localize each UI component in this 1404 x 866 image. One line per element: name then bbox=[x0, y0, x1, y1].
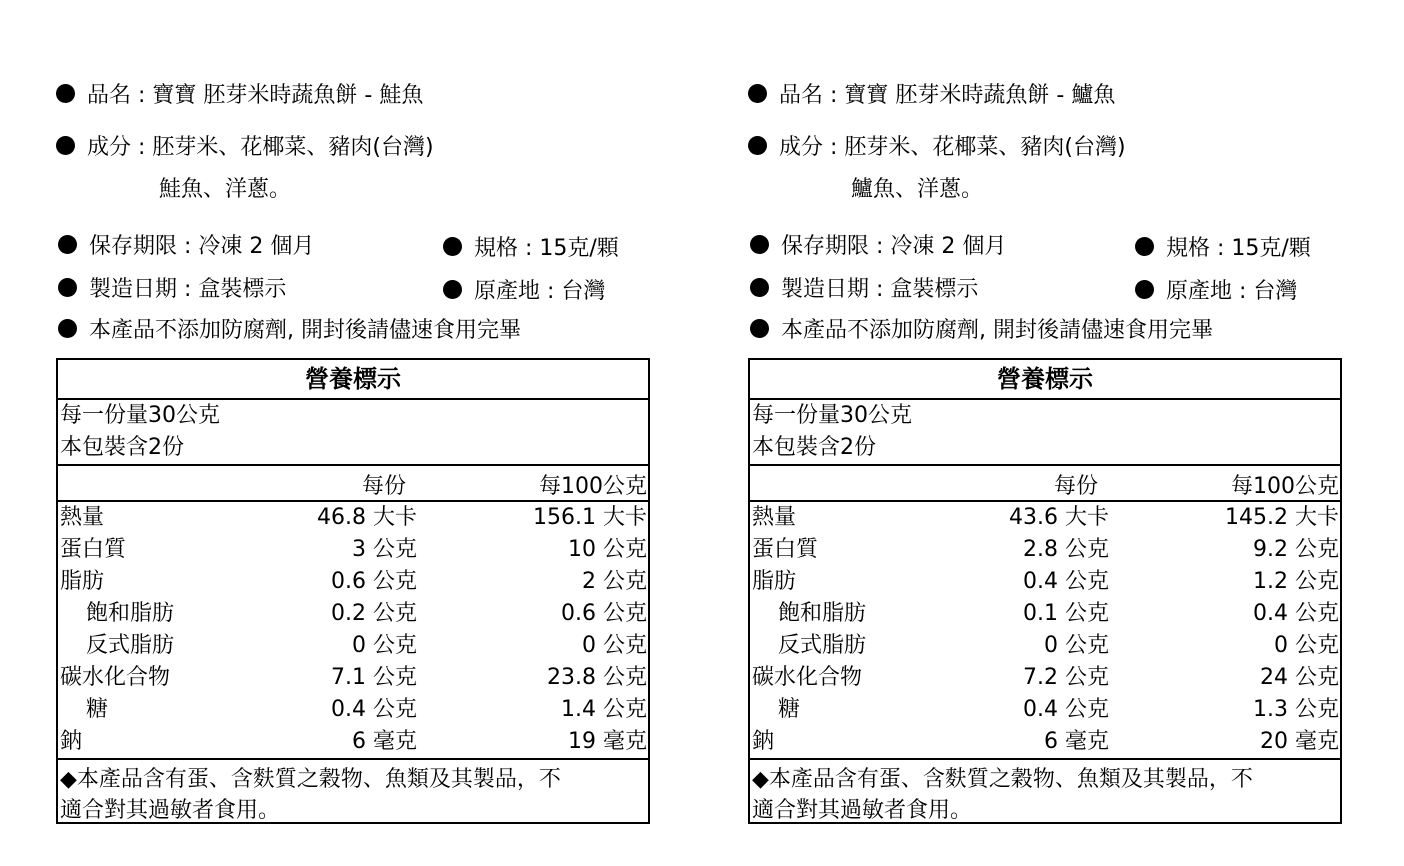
preservative-note: 本產品不添加防腐劑, 開封後請儘速食用完畢 bbox=[781, 318, 1213, 343]
nutrient-row-carbohydrate bbox=[58, 662, 648, 694]
allergy-warning bbox=[58, 760, 648, 826]
nutrition-title: 營養標示 bbox=[750, 360, 1340, 400]
per-serving-value: 0.4 公克 bbox=[331, 697, 417, 722]
per-100g-value: 20 毫克 bbox=[1260, 729, 1339, 754]
bullet-icon bbox=[1135, 280, 1154, 299]
per-100g-value: 0 公克 bbox=[582, 633, 647, 658]
bullet-icon bbox=[750, 235, 769, 254]
nutrient-name: 脂肪 bbox=[752, 569, 797, 594]
serving-info bbox=[750, 400, 1340, 466]
servings-per-pack: 本包裝含2份 bbox=[752, 435, 876, 460]
servings-per-pack: 本包裝含2份 bbox=[60, 435, 184, 460]
nutrient-name: 飽和脂肪 bbox=[86, 601, 175, 626]
bullet-icon bbox=[58, 319, 77, 338]
allergy-line2: 適合對其過敏者食用。 bbox=[60, 798, 281, 823]
product-label-sea-bass bbox=[692, 0, 1339, 866]
bullet-icon bbox=[748, 136, 767, 155]
bullet-icon bbox=[748, 84, 767, 103]
nutrient-name: 反式脂肪 bbox=[86, 633, 175, 658]
nutrient-row-energy bbox=[58, 502, 648, 534]
nutrient-row-trans-fat bbox=[750, 630, 1340, 662]
per-serving-value: 3 公克 bbox=[352, 537, 417, 562]
shelf-life: 保存期限 : 冷凍 2 個月 bbox=[781, 234, 1007, 259]
nutrient-row-trans-fat bbox=[58, 630, 648, 662]
nutrient-row-protein bbox=[58, 534, 648, 566]
column-headers bbox=[750, 466, 1340, 502]
per-100g-value: 0.6 公克 bbox=[561, 601, 647, 626]
ingredients-continuation bbox=[56, 172, 291, 203]
origin-line bbox=[443, 274, 605, 305]
bullet-icon bbox=[58, 235, 77, 254]
per-serving-value: 0.2 公克 bbox=[331, 601, 417, 626]
col-per-100g: 每100公克 bbox=[539, 474, 647, 499]
spec-line bbox=[1135, 231, 1311, 262]
nutrient-row-sodium bbox=[750, 726, 1340, 758]
nutrient-row-saturated-fat bbox=[58, 598, 648, 630]
origin-line bbox=[1135, 274, 1297, 305]
nutrient-name: 熱量 bbox=[752, 505, 797, 530]
product-name-line bbox=[748, 78, 1115, 109]
nutrient-name: 蛋白質 bbox=[752, 537, 819, 562]
allergy-line2: 適合對其過敏者食用。 bbox=[752, 798, 973, 823]
mfg-date-line bbox=[750, 272, 978, 303]
per-serving-value: 0.6 公克 bbox=[331, 569, 417, 594]
serving-size: 每一份量30公克 bbox=[752, 403, 912, 428]
shelf-life-line bbox=[750, 229, 1006, 260]
per-100g-value: 0 公克 bbox=[1274, 633, 1339, 658]
serving-size: 每一份量30公克 bbox=[60, 403, 220, 428]
nutrient-row-sodium bbox=[58, 726, 648, 758]
per-100g-value: 145.2 大卡 bbox=[1225, 505, 1339, 530]
nutrient-name: 熱量 bbox=[60, 505, 105, 530]
col-per-100g: 每100公克 bbox=[1231, 474, 1339, 499]
product-name: 品名 : 寶寶 胚芽米時蔬魚餅 - 鮭魚 bbox=[87, 83, 424, 108]
nutrient-name: 蛋白質 bbox=[60, 537, 127, 562]
nutrient-rows bbox=[58, 502, 648, 760]
nutrient-row-saturated-fat bbox=[750, 598, 1340, 630]
per-serving-value: 0.1 公克 bbox=[1023, 601, 1109, 626]
nutrient-row-sugar bbox=[58, 694, 648, 726]
per-100g-value: 0.4 公克 bbox=[1253, 601, 1339, 626]
nutrition-title: 營養標示 bbox=[58, 360, 648, 400]
per-serving-value: 6 毫克 bbox=[1044, 729, 1109, 754]
per-serving-value: 2.8 公克 bbox=[1023, 537, 1109, 562]
per-100g-value: 24 公克 bbox=[1260, 665, 1339, 690]
per-serving-value: 46.8 大卡 bbox=[317, 505, 417, 530]
product-name: 品名 : 寶寶 胚芽米時蔬魚餅 - 鱸魚 bbox=[779, 83, 1116, 108]
bullet-icon bbox=[56, 136, 75, 155]
nutrient-name: 脂肪 bbox=[60, 569, 105, 594]
shelf-life-line bbox=[58, 229, 314, 260]
spec-line bbox=[443, 231, 619, 262]
per-100g-value: 23.8 公克 bbox=[547, 665, 647, 690]
nutrient-name: 碳水化合物 bbox=[752, 665, 863, 690]
per-serving-value: 7.1 公克 bbox=[331, 665, 417, 690]
nutrition-table bbox=[56, 358, 650, 824]
ingredients-continuation bbox=[748, 172, 983, 203]
nutrient-row-energy bbox=[750, 502, 1340, 534]
col-per-serving: 每份 bbox=[1054, 474, 1099, 499]
origin: 原產地 : 台灣 bbox=[474, 279, 606, 304]
product-label-salmon bbox=[0, 0, 647, 866]
nutrient-name: 糖 bbox=[86, 697, 109, 722]
ingredients-line bbox=[56, 130, 434, 161]
ingredients-line bbox=[748, 130, 1126, 161]
preservative-note: 本產品不添加防腐劑, 開封後請儘速食用完畢 bbox=[89, 318, 521, 343]
nutrient-row-fat bbox=[750, 566, 1340, 598]
per-100g-value: 1.4 公克 bbox=[561, 697, 647, 722]
spec: 規格 : 15克/顆 bbox=[1166, 236, 1311, 261]
per-100g-value: 1.2 公克 bbox=[1253, 569, 1339, 594]
nutrient-row-sugar bbox=[750, 694, 1340, 726]
bullet-icon bbox=[443, 280, 462, 299]
ingredients-line2: 鮭魚、洋蔥。 bbox=[159, 177, 292, 202]
nutrient-row-fat bbox=[58, 566, 648, 598]
per-serving-value: 0 公克 bbox=[352, 633, 417, 658]
bullet-icon bbox=[443, 237, 462, 256]
per-serving-value: 6 毫克 bbox=[352, 729, 417, 754]
col-per-serving: 每份 bbox=[362, 474, 407, 499]
per-serving-value: 7.2 公克 bbox=[1023, 665, 1109, 690]
per-100g-value: 1.3 公克 bbox=[1253, 697, 1339, 722]
per-serving-value: 0.4 公克 bbox=[1023, 569, 1109, 594]
allergy-line1: ◆本產品含有蛋、含麩質之穀物、魚類及其製品，不 bbox=[60, 767, 561, 792]
serving-info bbox=[58, 400, 648, 466]
per-serving-value: 43.6 大卡 bbox=[1009, 505, 1109, 530]
spec: 規格 : 15克/顆 bbox=[474, 236, 619, 261]
per-serving-value: 0.4 公克 bbox=[1023, 697, 1109, 722]
mfg-date: 製造日期 : 盒裝標示 bbox=[89, 277, 287, 302]
product-name-line bbox=[56, 78, 423, 109]
ingredients-line2: 鱸魚、洋蔥。 bbox=[851, 177, 984, 202]
nutrient-name: 飽和脂肪 bbox=[778, 601, 867, 626]
per-serving-value: 0 公克 bbox=[1044, 633, 1109, 658]
nutrition-table bbox=[748, 358, 1342, 824]
nutrient-row-carbohydrate bbox=[750, 662, 1340, 694]
ingredients: 成分 : 胚芽米、花椰菜、豬肉(台灣) bbox=[779, 135, 1126, 160]
nutrient-name: 糖 bbox=[778, 697, 801, 722]
per-100g-value: 9.2 公克 bbox=[1253, 537, 1339, 562]
per-100g-value: 2 公克 bbox=[582, 569, 647, 594]
allergy-warning bbox=[750, 760, 1340, 826]
bullet-icon bbox=[1135, 237, 1154, 256]
per-100g-value: 19 毫克 bbox=[568, 729, 647, 754]
bullet-icon bbox=[56, 84, 75, 103]
mfg-date: 製造日期 : 盒裝標示 bbox=[781, 277, 979, 302]
nutrient-rows bbox=[750, 502, 1340, 760]
allergy-line1: ◆本產品含有蛋、含麩質之穀物、魚類及其製品，不 bbox=[752, 767, 1253, 792]
per-100g-value: 10 公克 bbox=[568, 537, 647, 562]
ingredients: 成分 : 胚芽米、花椰菜、豬肉(台灣) bbox=[87, 135, 434, 160]
mfg-date-line bbox=[58, 272, 286, 303]
nutrient-name: 反式脂肪 bbox=[778, 633, 867, 658]
note-line bbox=[58, 313, 521, 344]
per-100g-value: 156.1 大卡 bbox=[533, 505, 647, 530]
nutrient-name: 鈉 bbox=[60, 729, 83, 754]
column-headers bbox=[58, 466, 648, 502]
nutrient-name: 碳水化合物 bbox=[60, 665, 171, 690]
bullet-icon bbox=[58, 278, 77, 297]
shelf-life: 保存期限 : 冷凍 2 個月 bbox=[89, 234, 315, 259]
note-line bbox=[750, 313, 1213, 344]
nutrient-row-protein bbox=[750, 534, 1340, 566]
origin: 原產地 : 台灣 bbox=[1166, 279, 1298, 304]
bullet-icon bbox=[750, 319, 769, 338]
nutrient-name: 鈉 bbox=[752, 729, 775, 754]
bullet-icon bbox=[750, 278, 769, 297]
